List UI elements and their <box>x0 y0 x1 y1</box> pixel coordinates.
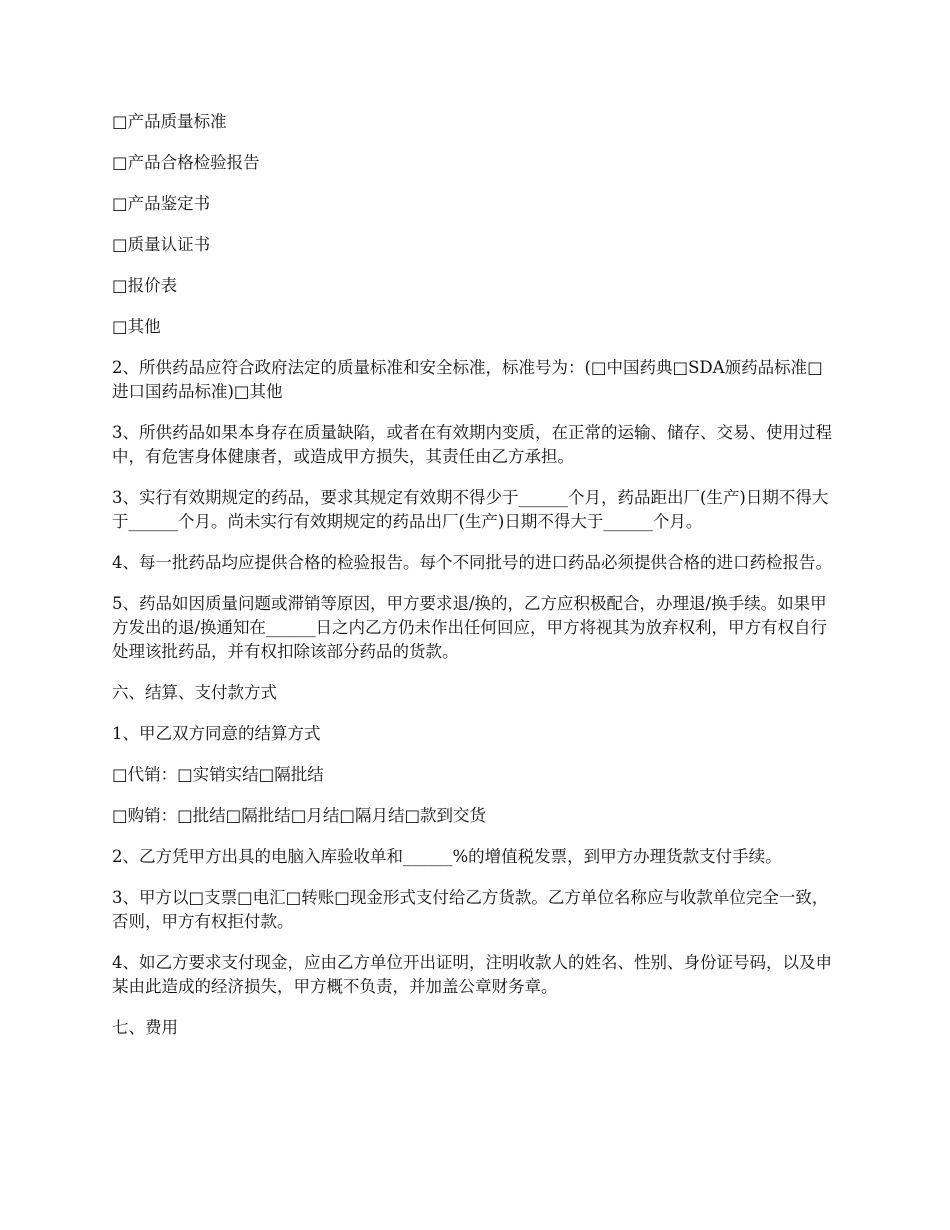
option-consignment: □代销：□实销实结□隔批结 <box>112 765 324 784</box>
option-price-list: □报价表 <box>112 276 178 295</box>
clause-settlement-method: 1、甲乙双方同意的结算方式 <box>112 724 321 743</box>
clause-cash-payment: 4、如乙方要求支付现金，应由乙方单位开出证明，注明收款人的姓名、性别、身份证号码，以及申某由此造成的经济损失，甲方概不负责，并加盖公章财务章。 <box>112 953 832 996</box>
document-body <box>112 110 834 1057</box>
section-heading-fees: 七、费用 <box>112 1018 178 1037</box>
clause-payment-form: 3、甲方以□支票□电汇□转账□现金形式支付给乙方货款。乙方单位名称应与收款单位完全一致，否则，甲方有权拒付款。 <box>112 888 829 931</box>
option-purchase: □购销：□批结□隔批结□月结□隔月结□款到交货 <box>112 806 487 825</box>
option-product-appraisal: □产品鉴定书 <box>112 194 211 213</box>
clause-return-exchange: 5、药品如因质量问题或滞销等原因，甲方要求退/换的，乙方应积极配合，办理退/换手续。如果甲方发出的退/换通知在______日之内乙方仍未作出任何回应，甲方将视其为放弃权利，甲方有权自行处理该批药品，并有权扣除该部分药品的货款。 <box>112 594 828 661</box>
clause-quality-standard: 2、所供药品应符合政府法定的质量标准和安全标准，标准号为：(□中国药典□SDA颁药品标准□进口国药品标准)□其他 <box>112 358 823 401</box>
section-heading-settlement: 六、结算、支付款方式 <box>112 683 277 702</box>
option-other: □其他 <box>112 317 161 336</box>
option-product-quality-standard: □产品质量标准 <box>112 112 227 131</box>
option-product-inspection-report: □产品合格检验报告 <box>112 153 260 172</box>
clause-inspection-report: 4、每一批药品均应提供合格的检验报告。每个不同批号的进口药品必须提供合格的进口药检报告。 <box>112 553 832 572</box>
clause-defect-liability: 3、所供药品如果本身存在质量缺陷，或者在有效期内变质，在正常的运输、储存、交易、使用过程中，有危害身体健康者，或造成甲方损失，其责任由乙方承担。 <box>112 423 832 466</box>
option-quality-certificate: □质量认证书 <box>112 235 211 254</box>
clause-expiry-period: 3、实行有效期规定的药品，要求其规定有效期不得少于______个月，药品距出厂(生产)日期不得大于______个月。尚未实行有效期规定的药品出厂(生产)日期不得大于______个月。 <box>112 488 829 531</box>
clause-invoice: 2、乙方凭甲方出具的电脑入库验收单和______%的增值税发票，到甲方办理货款支付手续。 <box>112 847 782 866</box>
